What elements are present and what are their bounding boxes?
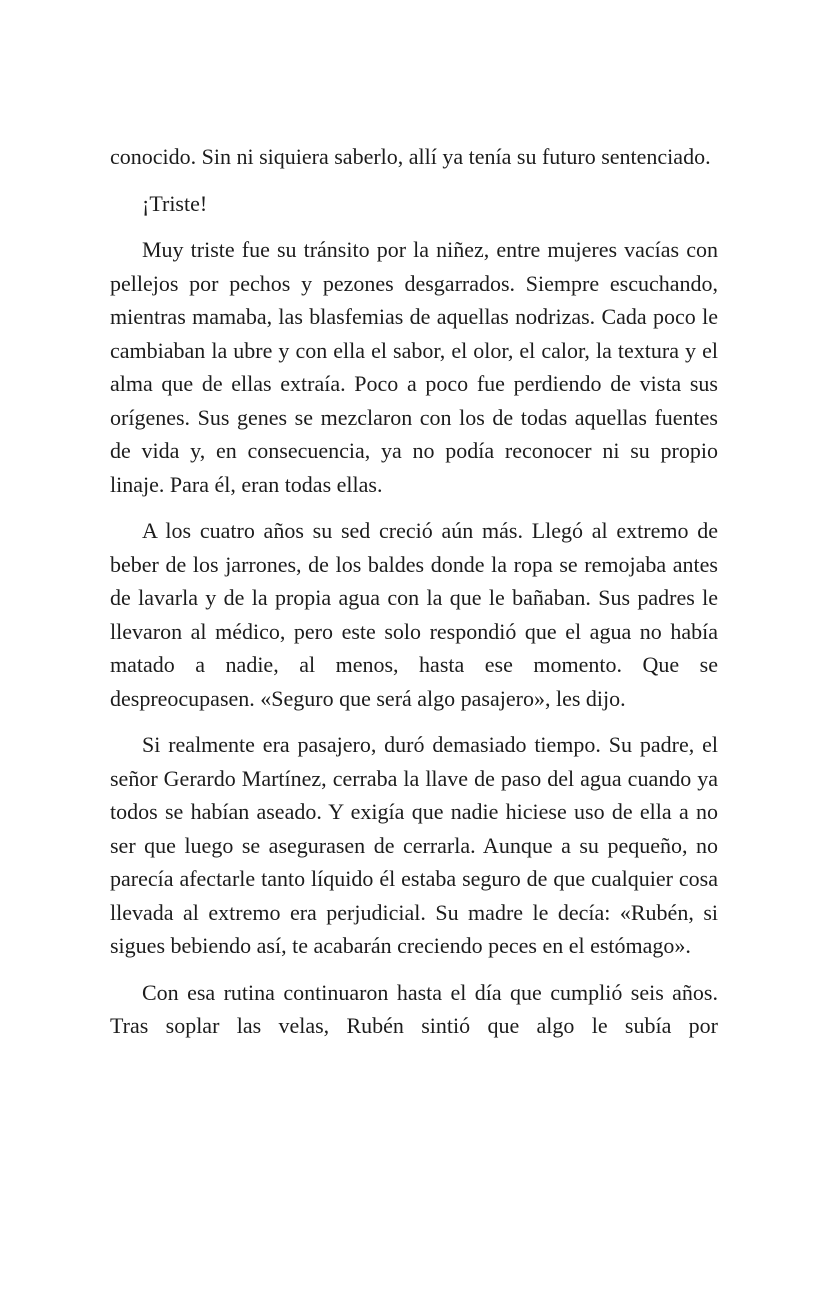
paragraph-exclamation: ¡Triste!: [142, 190, 208, 216]
book-page: [110, 140, 718, 1056]
paragraph-thirst: A los cuatro años su sed creció aún más. Llegó al extremo de beber de los jarrones, de los baldes donde la ropa se remojaba antes de lavarla y de la propia agua con la que le bañaban. Sus padres le llevaron al médico, pero este solo respondió que el agua no había matado a nadie, al menos, hasta ese momento. Que se despreocupasen. «Seguro que será algo pasajero», les dijo.: [110, 518, 718, 711]
paragraph-childhood: Muy triste fue su tránsito por la niñez, entre mujeres vacías con pellejos por pechos y pezones desgarrados. Siempre escuchando, mientras mamaba, las blasfemias de aquellas nodrizas. Cada poco le cambiaban la ubre y con ella el sabor, el olor, el calor, la textura y el alma que de ellas extraía. Poco a poco fue perdiendo de vista sus orígenes. Sus genes se mezclaron con los de todas aquellas fuentes de vida y, en consecuencia, ya no podía reconocer ni su propio linaje. Para él, eran todas ellas.: [110, 237, 718, 497]
paragraph-birthday: Con esa rutina continuaron hasta el día que cumplió seis años. Tras soplar las velas, Rubén sintió que algo le subía por: [110, 979, 718, 1038]
paragraph-continuation: conocido. Sin ni siquiera saberlo, allí ya tenía su futuro sentenciado.: [110, 144, 711, 169]
paragraph-father: Si realmente era pasajero, duró demasiado tiempo. Su padre, el señor Gerardo Martínez, cerraba la llave de paso del agua cuando ya todos se habían aseado. Y exigía que nadie hiciese uso de ella a no ser que luego se asegurasen de cerrarla. Aunque a su pequeño, no parecía afectarle tanto líquido él estaba seguro de que cualquier cosa llevada al extremo era perjudicial. Su madre le decía: «Rubén, si sigues bebiendo así, te acabarán creciendo peces en el estómago».: [110, 732, 718, 958]
